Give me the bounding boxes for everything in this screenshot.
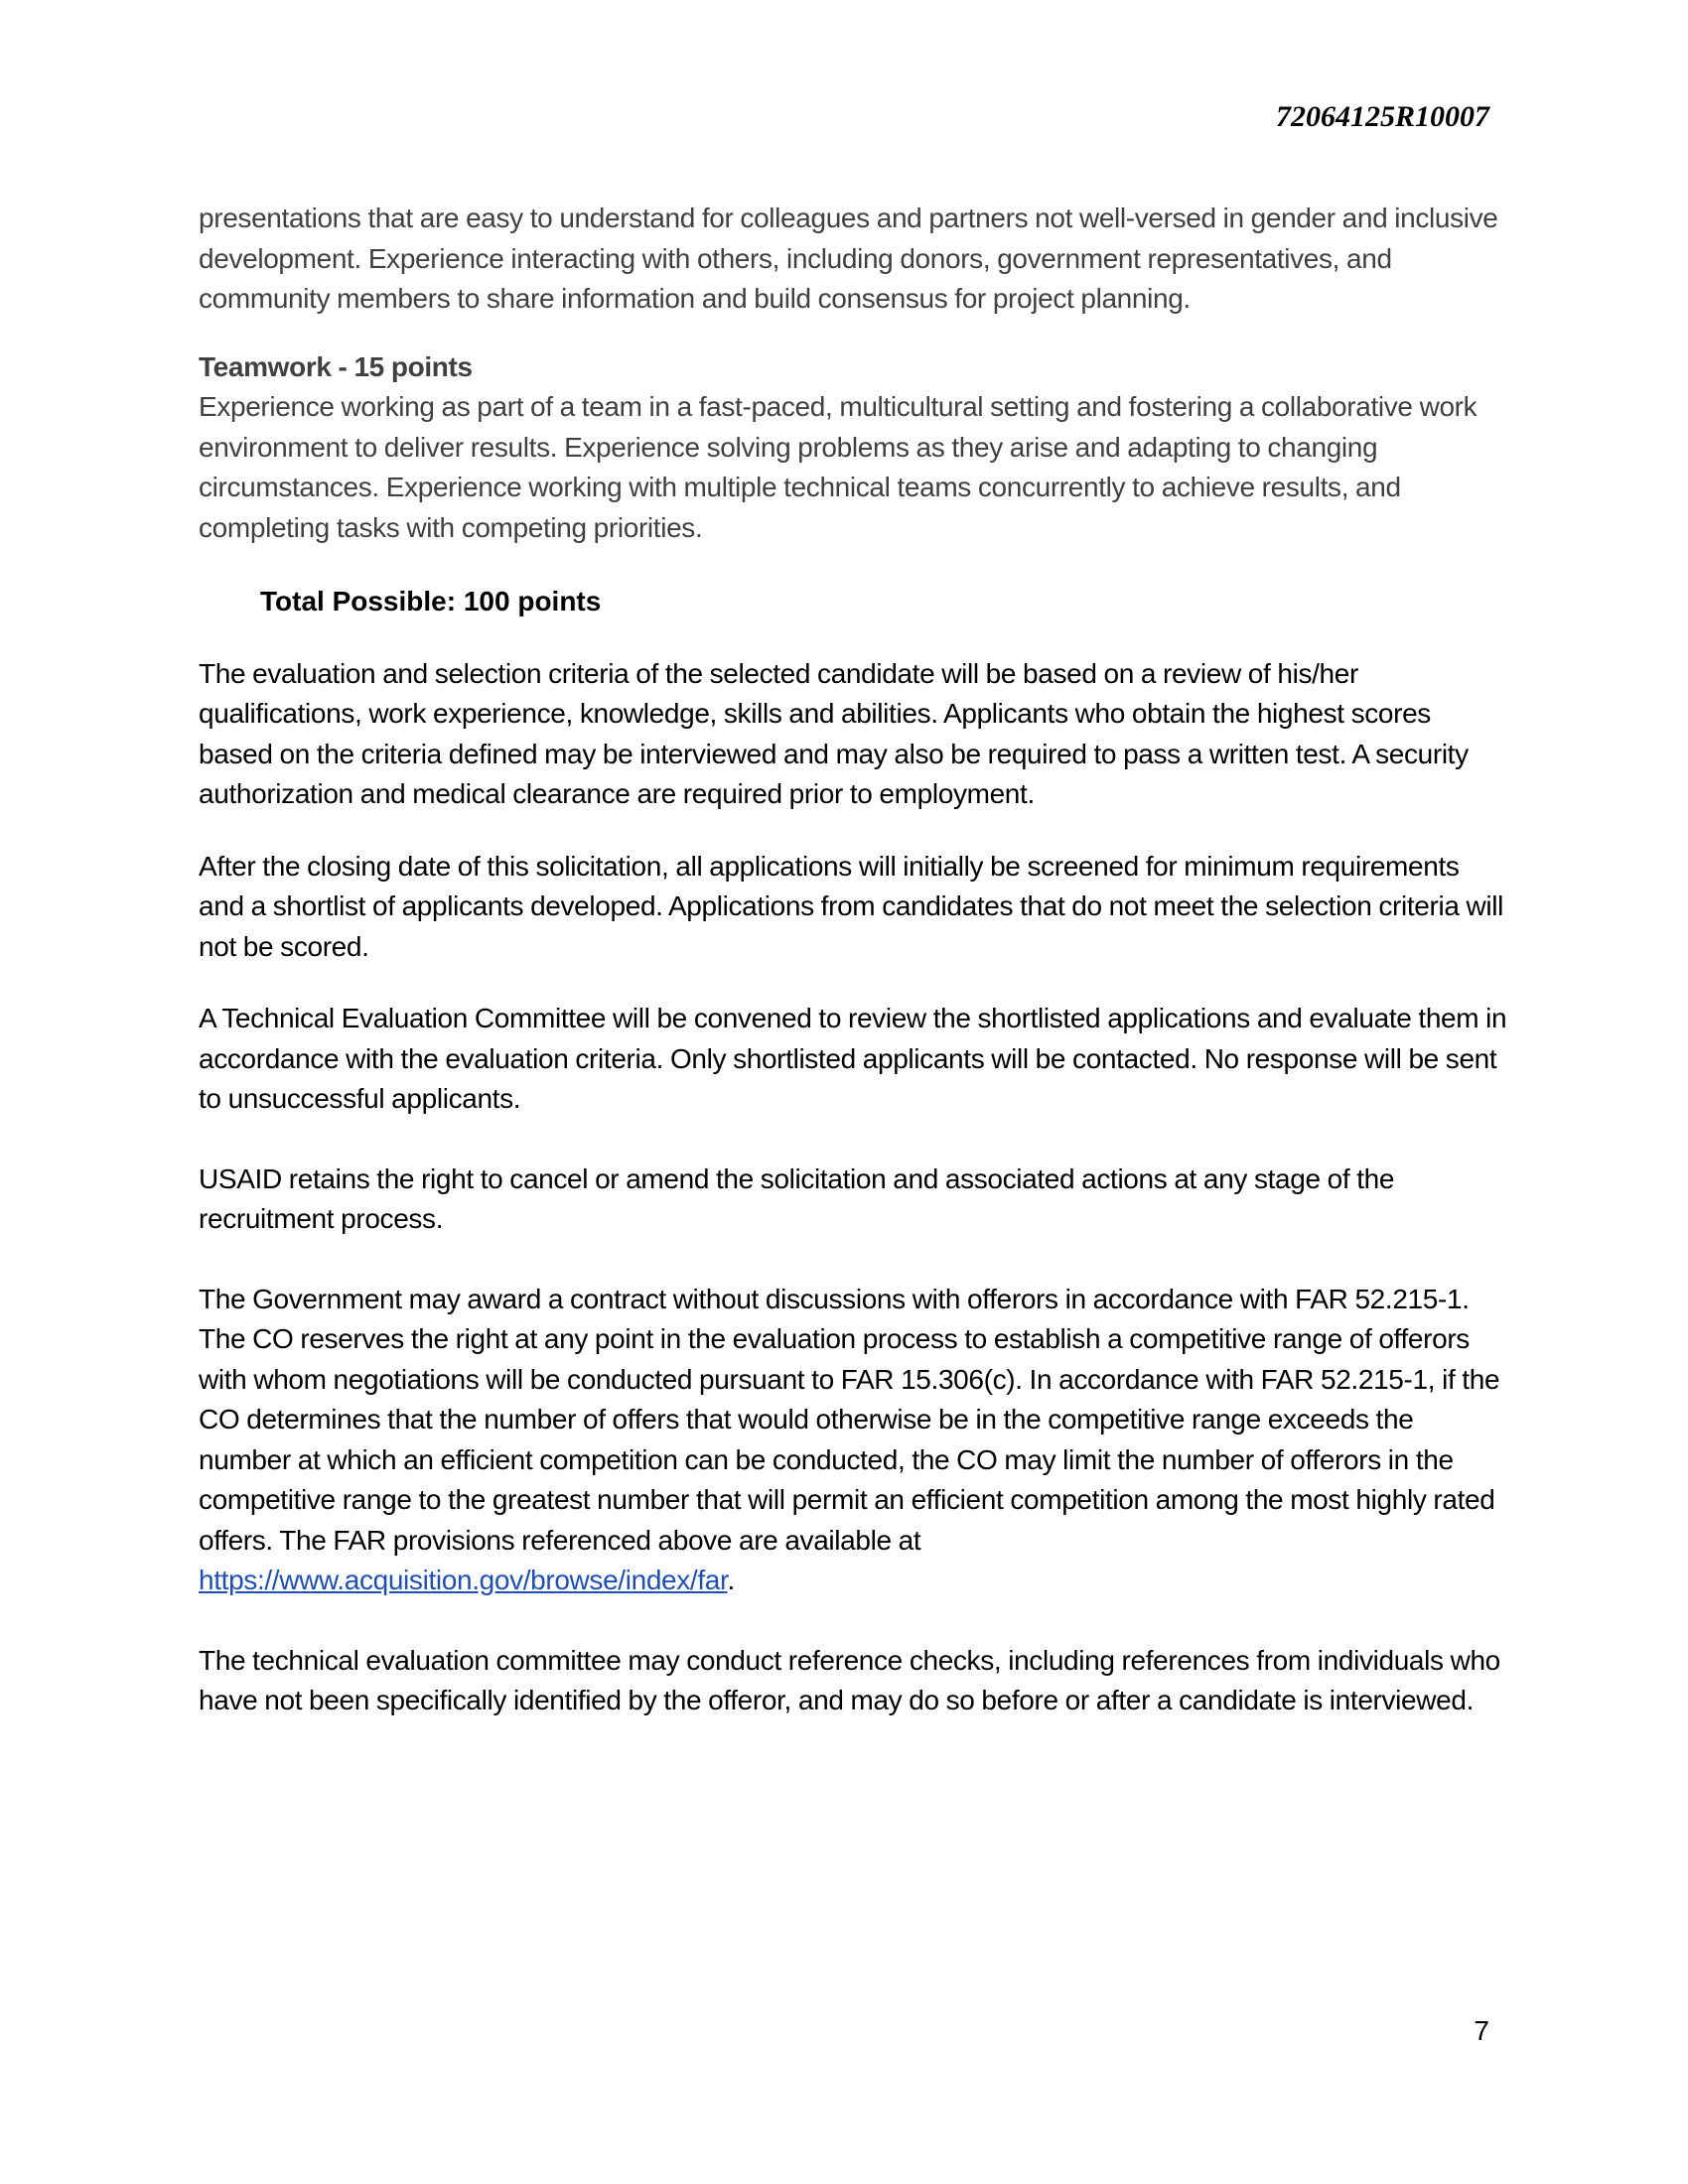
closing-date-paragraph: After the closing date of this solicitation, all applications will initially be screened for minimum requirements and a shortlist of applicants developed. Applications from candidates that do not meet the selection criteria will not be scored. — [199, 850, 1503, 962]
government-award-paragraph — [199, 1280, 1509, 1601]
document-body — [199, 199, 1509, 1721]
teamwork-heading: Teamwork - 15 points — [199, 350, 473, 382]
reference-checks-paragraph: The technical evaluation committee may conduct reference checks, including references from individuals who have not been specifically identified by the offeror, and may do so before or after a candidate is interviewed. — [199, 1644, 1500, 1715]
intro-continuation-paragraph: presentations that are easy to understand for colleagues and partners not well-versed in gender and inclusive development. Experience interacting with others, including donors, government representatives, and community members to share information and build consensus for project planning. — [199, 203, 1498, 314]
evaluation-criteria-paragraph: The evaluation and selection criteria of the selected candidate will be based on a review of his/her qualifications, work experience, knowledge, skills and abilities. Applicants who obtain the highest scores based on the criteria defined may be interviewed and may also be required to pass a written test. A security authorization and medical clearance are required prior to employment. — [199, 657, 1469, 809]
far-link[interactable]: https://www.acquisition.gov/browse/index/far — [199, 1565, 728, 1595]
far-link-suffix: . — [727, 1565, 735, 1595]
document-id: 72064125R10007 — [1275, 100, 1489, 133]
teamwork-paragraph: Experience working as part of a team in a fast-paced, multicultural setting and fostering a collaborative work environment to deliver results. Experience solving problems as they arise and adapting to changing circumstances. Experience working with multiple technical teams concurrently to achieve results, and completing tasks with competing priorities. — [199, 391, 1477, 543]
usaid-rights-paragraph: USAID retains the right to cancel or amend the solicitation and associated actions at any stage of the recruitment process. — [199, 1162, 1395, 1234]
total-possible-points: Total Possible: 100 points — [260, 586, 602, 616]
committee-paragraph: A Technical Evaluation Committee will be convened to review the shortlisted applications and evaluate them in accordance with the evaluation criteria. Only shortlisted applicants will be contacted. No response will be sent to unsuccessful applicants. — [199, 1003, 1507, 1114]
page-number: 7 — [1474, 2015, 1489, 2046]
government-award-text: The Government may award a contract without discussions with offerors in accordance with FAR 52.215-1. The CO reserves the right at any point in the evaluation process to establish a competitive range of offerors with whom negotiations will be conducted pursuant to FAR 15.306(c). In accordance with FAR 52.215-1, if the CO determines that the number of offers that would otherwise be in the competitive range exceeds the number at which an efficient competition can be conducted, the CO may limit the number of offerors in the competitive range to the greatest number that will permit an efficient competition among the most highly rated offers. The FAR provisions referenced above are available at — [199, 1283, 1500, 1556]
